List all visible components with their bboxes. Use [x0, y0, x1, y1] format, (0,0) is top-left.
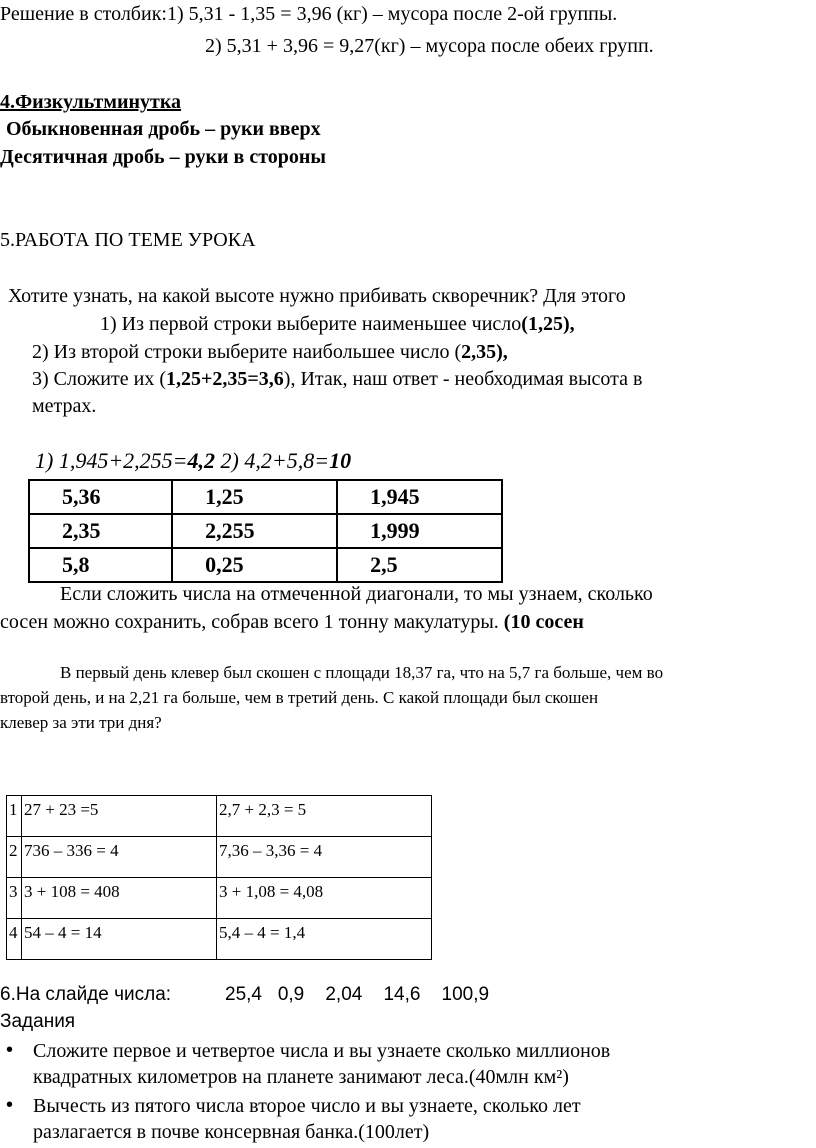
diag-expr-1: 1) 1,945+2,255= [35, 448, 188, 473]
task-1-line-2: квадратных километров на планете занимают леса.(40млн км²) [33, 1066, 569, 1088]
diag-result-2: 10 [329, 448, 352, 473]
work-step-2-bold: 2,35), [461, 341, 508, 363]
solution-line-1: Решение в столбик:1) 5,31 - 1,35 = 3,96 (кг) – мусора после 2-ой группы. [0, 3, 618, 25]
bullet-icon: • [6, 1094, 14, 1116]
diagonal-text-1: Если сложить числа на отмеченной диагонали, то мы узнаем, сколько [60, 583, 653, 605]
table-row [29, 514, 502, 548]
work-step-2 [32, 340, 508, 364]
table-cell: 1,945 [337, 480, 502, 514]
work-step-3-b: ), Итак, наш ответ - необходимая высота в [283, 368, 643, 390]
fizkult-line-2: Десятичная дробь – руки в стороны [0, 146, 327, 168]
task-1-line-1: Сложите первое и четвертое числа и вы узнаете сколько миллионов [33, 1040, 611, 1062]
diagonal-text-2-plain: сосен можно сохранить, собрав всего 1 тонну макулатуры. [0, 611, 504, 633]
work-step-2-text: 2) Из второй строки выберите наибольшее число ( [32, 341, 462, 363]
solution-line-2: 2) 5,31 + 3,96 = 9,27(кг) – мусора после обеих групп. [205, 35, 654, 57]
clover-line-1: В первый день клевер был скошен с площади 18,37 га, что на 5,7 га больше, чем во [60, 663, 664, 682]
work-step-3-a: 3) Сложите их ( [32, 368, 166, 390]
diagonal-text-2-bold: (10 сосен [503, 611, 584, 633]
diagonal-expressions [35, 448, 351, 474]
table-cell: 0,25 [172, 548, 337, 582]
table-cell: 54 – 4 = 14 [22, 919, 217, 960]
work-step-1 [100, 312, 575, 336]
equations-table [6, 795, 432, 960]
clover-line-3: клевер за эти три дня? [0, 713, 162, 732]
table-cell: 1,25 [172, 480, 337, 514]
table-cell: 736 – 336 = 4 [22, 837, 217, 878]
table-cell: 5,4 – 4 = 1,4 [217, 919, 432, 960]
task-2-line-1: Вычесть из пятого числа второе число и вы узнаете, сколько лет [33, 1095, 581, 1117]
table-row [7, 919, 432, 960]
table-row [7, 796, 432, 837]
diag-result-1: 4,2 [187, 448, 216, 473]
tasks-label: Задания [0, 1011, 76, 1032]
table-cell: 7,36 – 3,36 = 4 [217, 837, 432, 878]
table-cell: 5,8 [29, 548, 172, 582]
bullet-icon: • [6, 1039, 14, 1061]
table-cell: 2,7 + 2,3 = 5 [217, 796, 432, 837]
table-cell: 2,5 [337, 548, 502, 582]
fizkult-heading: 4.Физкультминутка [0, 91, 182, 113]
diag-expr-2: 2) 4,2+5,8= [215, 448, 330, 473]
table-cell: 27 + 23 =5 [22, 796, 217, 837]
table-cell: 3 + 1,08 = 4,08 [217, 878, 432, 919]
row-number: 1 [7, 796, 22, 837]
work-intro: Хотите узнать, на какой высоте нужно прибивать скворечник? Для этого [8, 285, 626, 307]
table-row [7, 878, 432, 919]
table-cell: 5,36 [29, 480, 172, 514]
numbers-table [28, 479, 503, 583]
work-step-1-text: 1) Из первой строки выберите наименьшее число [100, 313, 522, 335]
row-number: 3 [7, 878, 22, 919]
table-row [7, 837, 432, 878]
work-step-1-bold: (1,25), [521, 313, 575, 335]
fizkult-line-1: Обыкновенная дробь – руки вверх [6, 118, 321, 140]
table-cell: 2,35 [29, 514, 172, 548]
diagonal-text-2 [0, 610, 584, 634]
work-step-3-cont: метрах. [32, 395, 97, 417]
work-heading: 5.РАБОТА ПО ТЕМЕ УРОКА [0, 229, 256, 251]
clover-line-2: второй день, и на 2,21 га больше, чем в третий день. С какой площади был скошен [0, 688, 599, 707]
table-row [29, 548, 502, 582]
work-step-3-bold: 1,25+2,35=3,6 [165, 368, 284, 390]
task-2-line-2: разлагается в почве консервная банка.(100лет) [33, 1121, 430, 1143]
table-cell: 2,255 [172, 514, 337, 548]
row-number: 4 [7, 919, 22, 960]
work-step-3 [32, 367, 642, 391]
table-cell: 1,999 [337, 514, 502, 548]
table-row [29, 480, 502, 514]
slide-numbers: 25,4 0,9 2,04 14,6 100,9 [225, 984, 490, 1005]
slide-label: 6.На слайде числа: [0, 984, 172, 1005]
table-cell: 3 + 108 = 408 [22, 878, 217, 919]
row-number: 2 [7, 837, 22, 878]
